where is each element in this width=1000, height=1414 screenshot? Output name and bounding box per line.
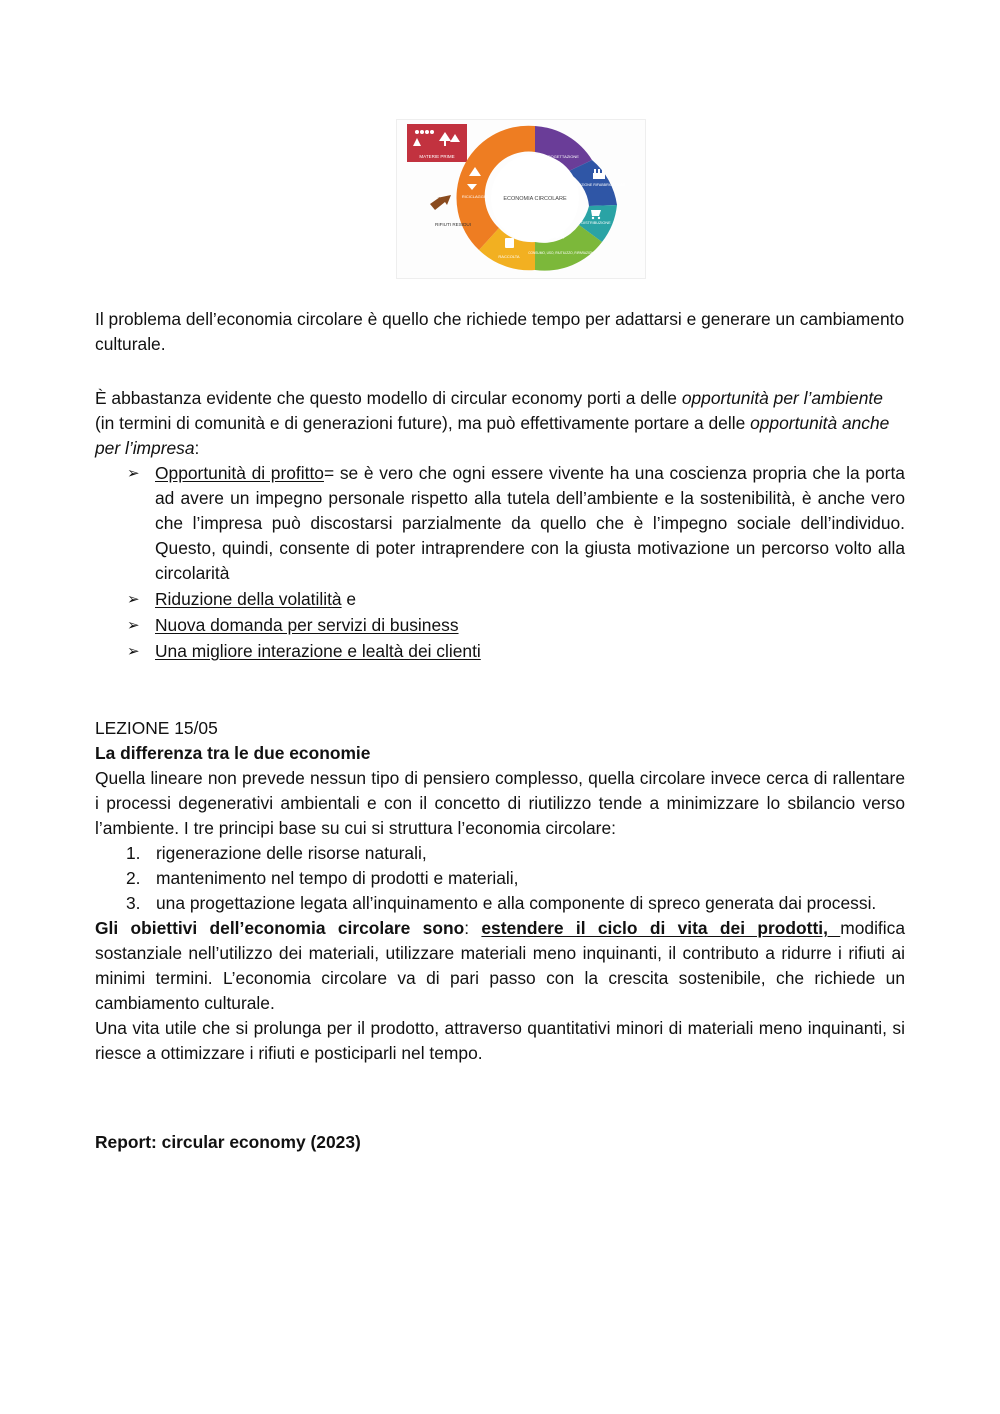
opportunities-italic-2: opportunità anche per l’impresa [95, 413, 890, 458]
factory-icon [593, 169, 605, 179]
principle-text: una progettazione legata all’inquinamento e alla componente di spreco generata dai processi. [156, 893, 877, 913]
opportunities-text-2: (in termini di comunità e di generazioni future), ma può effettivamente portare a delle [95, 413, 751, 433]
diagram-svg [397, 120, 645, 278]
arrow-bullet-icon: ➢ [127, 591, 140, 608]
opportunities-text-3: : [194, 438, 200, 458]
circular-economy-diagram [396, 119, 646, 279]
bullet-link-profit[interactable]: Opportunità di profitto [155, 463, 324, 483]
segment-label-progettazione: PROGETTAZIONE [545, 154, 579, 159]
objectives-bold: Gli obiettivi dell’economia circolare sono [95, 918, 465, 938]
bin-icon [505, 238, 514, 248]
lesson-body: Quella lineare non prevede nessun tipo di pensiero complesso, quella circolare invece cerca di rallentare i processi degenerativi ambientali e con il concetto di riutilizzo tende a minimizzare lo sbilancio verso l’ambiente. I tre principi base su cui si struttura l’economia circolare: [95, 768, 905, 838]
report-title-text: Report: circular economy (2023) [95, 1132, 361, 1152]
objectives-paragraph [95, 916, 905, 1016]
lesson-section [95, 716, 905, 1066]
report-section [95, 1130, 905, 1155]
lesson-heading: LEZIONE 15/05 [95, 718, 218, 738]
bullet-link-volatility[interactable]: Riduzione della volatilità [155, 589, 342, 609]
list-item [95, 841, 905, 866]
lesson-subheading [95, 741, 905, 766]
opportunities-list [95, 461, 905, 664]
list-item [95, 461, 905, 586]
diagram-center-label: ECONOMIA CIRCOLARE [503, 196, 567, 202]
segment-label-riciclaggio: RICICLAGGIO [461, 194, 489, 199]
segment-label-produzione: PRODUZIONE RIFABBRICAZIONE [568, 183, 626, 187]
lesson-subheading-text: La differenza tra le due economie [95, 743, 371, 763]
objectives-colon: : [464, 918, 482, 938]
opportunities-text-1: È abbastanza evidente che questo modello di circular economy porti a delle [95, 388, 682, 408]
opportunities-section [95, 386, 905, 664]
paragraph-problem [95, 307, 905, 357]
list-number: 3. [126, 893, 141, 913]
list-item [95, 587, 905, 612]
bullet-text: = se è vero che ogni essere vivente ha una coscienza propria che la porta ad avere un impegno personale rispetto alla tutela dell’ambiente e la sostenibilità, è anche vero che l’impresa può discostarsi parzialmente da quello che è l’impegno sociale dell’individuo. Questo, quindi, consente di poter intraprendere con la giusta motivazione un percorso volto alla circolarità [155, 463, 905, 583]
arrow-bullet-icon: ➢ [127, 617, 140, 634]
segment-label-raccolta: RACCOLTA [498, 254, 520, 259]
paragraph-problem-text: Il problema dell’economia circolare è quello che richiede tempo per adattarsi e generare un cambiamento culturale. [95, 309, 905, 354]
list-item [95, 613, 905, 638]
bullet-link-customer-loyalty[interactable]: Una migliore interazione e lealtà dei clienti [155, 641, 481, 661]
arrow-bullet-icon: ➢ [127, 465, 140, 482]
waste-label: RIFIUTI RESIDUI [435, 222, 471, 227]
principle-text: mantenimento nel tempo di prodotti e materiali, [156, 868, 519, 888]
opportunities-italic-1: opportunità per l’ambiente [681, 388, 883, 408]
segment-label-materie-prime: MATERIE PRIME [419, 154, 455, 159]
list-item [95, 891, 905, 916]
list-item [95, 866, 905, 891]
list-number: 2. [126, 868, 141, 888]
closing-paragraph: Una vita utile che si prolunga per il prodotto, attraverso quantitativi minori di materiali meno inquinanti, si riesce a ottimizzare i rifiuti e posticiparli nel tempo. [95, 1018, 905, 1063]
objectives-rest: modifica sostanziale nell’utilizzo dei materiali, utilizzare materiali meno inquinanti, il contributo a ridurre i rifiuti ai minimi termini. L’economia circolare va di pari passo con la crescita sostenibile, che richiede un cambiamento culturale. [95, 918, 905, 1013]
bullet-link-business-demand[interactable]: Nuova domanda per servizi di business [155, 615, 459, 635]
objectives-underline: estendere il ciclo di vita dei prodotti, [481, 918, 841, 938]
arrow-bullet-icon: ➢ [127, 643, 140, 660]
list-item [95, 639, 905, 664]
bullet-text: e [341, 589, 357, 609]
segment-label-distribuzione: DISTRIBUZIONE [581, 221, 611, 225]
report-title [95, 1130, 905, 1155]
paragraph-opportunities [95, 386, 905, 461]
list-number: 1. [126, 843, 141, 863]
principles-list [95, 841, 905, 916]
waste-arrow-icon [430, 195, 451, 210]
segment-label-consumo: CONSUMO, USO, RIUTILIZZO, RIPARAZIONE [528, 251, 596, 255]
principle-text: rigenerazione delle risorse naturali, [156, 843, 427, 863]
